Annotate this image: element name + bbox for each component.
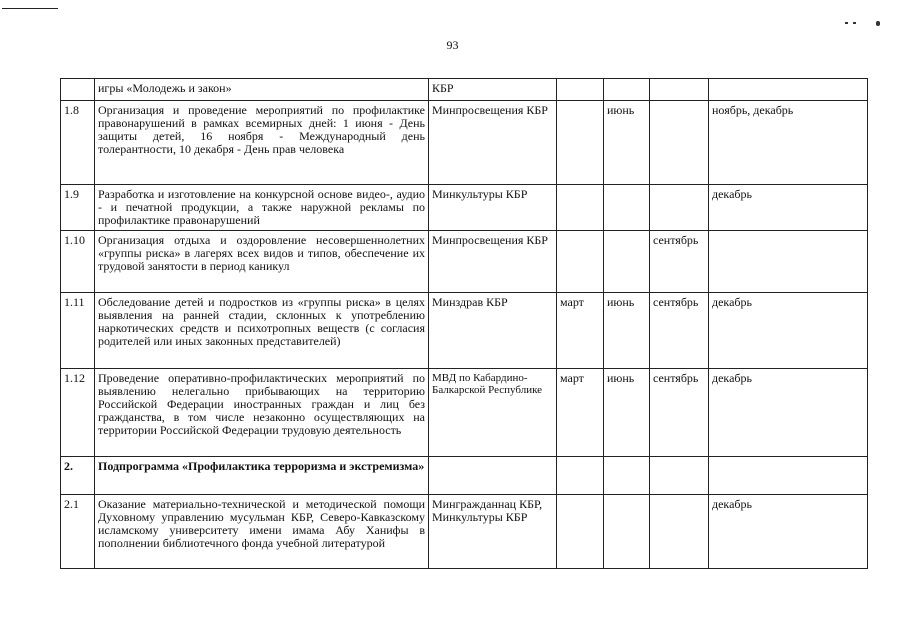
- quarter-2-cell: июнь: [604, 293, 650, 369]
- responsible-org: [429, 457, 557, 495]
- quarter-2-cell: [604, 79, 650, 101]
- row-number: 1.9: [61, 185, 95, 231]
- quarter-1-cell: [557, 185, 604, 231]
- plan-table: [60, 78, 868, 569]
- activity-text: Проведение оперативно-профилактических мероприятий по выявлению нелегально прибывающих на территорию Российской Федерации иностранных граждан и лиц без гражданства, в том числе незаконно осуществляющих на территории Российской Федерации трудовую деятельность: [95, 369, 429, 457]
- quarter-3-cell: сентябрь: [650, 293, 709, 369]
- scan-speck: [876, 21, 880, 26]
- section-title: Подпрограмма «Профилактика терроризма и экстремизма»: [95, 457, 429, 495]
- row-number: 1.8: [61, 101, 95, 185]
- responsible-org: КБР: [429, 79, 557, 101]
- row-number: 2.1: [61, 495, 95, 569]
- quarter-4-cell: декабрь: [709, 185, 868, 231]
- responsible-org: Минпросвещения КБР: [429, 101, 557, 185]
- quarter-1-cell: [557, 79, 604, 101]
- quarter-2-cell: июнь: [604, 101, 650, 185]
- row-number: 1.11: [61, 293, 95, 369]
- quarter-2-cell: [604, 457, 650, 495]
- quarter-3-cell: [650, 101, 709, 185]
- responsible-org: Минкультуры КБР: [429, 185, 557, 231]
- activity-text: Разработка и изготовление на конкурсной основе видео-, аудио - и печатной продукции, а также наружной рекламы по профилактике правонарушений: [95, 185, 429, 231]
- quarter-1-cell: [557, 457, 604, 495]
- table-row: [61, 79, 868, 101]
- quarter-3-cell: сентябрь: [650, 231, 709, 293]
- activity-text: Оказание материально-технической и методической помощи Духовному управлению мусульман КБР, Северо-Кавказскому исламскому университету имени имама Абу Ханифы в пополнении библиотечного фонда учебной литературой: [95, 495, 429, 569]
- quarter-4-cell: декабрь: [709, 293, 868, 369]
- quarter-1-cell: март: [557, 293, 604, 369]
- table-row: [61, 495, 868, 569]
- quarter-2-cell: [604, 185, 650, 231]
- quarter-3-cell: [650, 457, 709, 495]
- quarter-3-cell: [650, 495, 709, 569]
- quarter-2-cell: [604, 495, 650, 569]
- quarter-1-cell: [557, 231, 604, 293]
- responsible-org: Минздрав КБР: [429, 293, 557, 369]
- activity-text: игры «Молодежь и закон»: [95, 79, 429, 101]
- section-number: 2.: [61, 457, 95, 495]
- row-number: 1.12: [61, 369, 95, 457]
- page-number: 93: [446, 38, 459, 52]
- table-row: [61, 101, 868, 185]
- responsible-org: Минпросвещения КБР: [429, 231, 557, 293]
- table-row: [61, 293, 868, 369]
- table-row: [61, 369, 868, 457]
- scan-mark-line: [2, 8, 58, 9]
- quarter-1-cell: [557, 101, 604, 185]
- row-number: [61, 79, 95, 101]
- table-row: [61, 185, 868, 231]
- table-row: [61, 457, 868, 495]
- quarter-2-cell: [604, 231, 650, 293]
- responsible-org: МВД по Кабардино-Балкарской Республике: [429, 369, 557, 457]
- quarter-2-cell: июнь: [604, 369, 650, 457]
- table-row: [61, 231, 868, 293]
- activity-text: Обследование детей и подростков из «группы риска» в целях выявления на ранней стадии, склонных к употреблению наркотических средств и психотропных веществ (с согласия родителей или иных законных представителей): [95, 293, 429, 369]
- quarter-1-cell: [557, 495, 604, 569]
- quarter-4-cell: [709, 79, 868, 101]
- quarter-1-cell: март: [557, 369, 604, 457]
- quarter-3-cell: [650, 185, 709, 231]
- activity-text: Организация отдыха и оздоровление несовершеннолетних «группы риска» в лагерях всех видов и типов, обеспечение их трудовой занятости в период каникул: [95, 231, 429, 293]
- scan-speck: [845, 22, 848, 24]
- activity-text: Организация и проведение мероприятий по профилактике правонарушений в рамках всемирных дней: 1 июня - День защиты детей, 16 ноября - Международный день толерантности, 10 декабря - День прав человека: [95, 101, 429, 185]
- quarter-4-cell: [709, 231, 868, 293]
- quarter-4-cell: декабрь: [709, 495, 868, 569]
- quarter-4-cell: [709, 457, 868, 495]
- scan-speck: [853, 22, 856, 24]
- quarter-4-cell: ноябрь, декабрь: [709, 101, 868, 185]
- quarter-3-cell: сентябрь: [650, 369, 709, 457]
- quarter-3-cell: [650, 79, 709, 101]
- quarter-4-cell: декабрь: [709, 369, 868, 457]
- responsible-org: Мингражданнац КБР, Минкультуры КБР: [429, 495, 557, 569]
- row-number: 1.10: [61, 231, 95, 293]
